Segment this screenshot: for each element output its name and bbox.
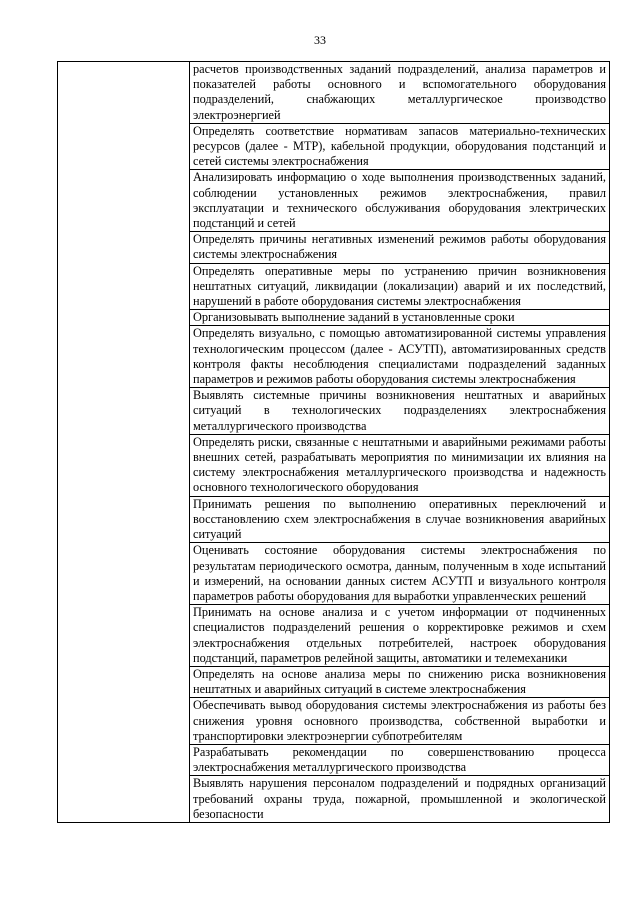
skill-text-cell: Определять соответствие нормативам запасов материально-технических ресурсов (далее - МТР), кабельной продукции, оборудования подстанций и сетей системы электроснабжения [190, 123, 610, 170]
page-number: 33 [314, 33, 326, 47]
skill-text-cell: расчетов производственных заданий подразделений, анализа параметров и показателей работы основного и вспомогательного оборудования подразделений, снабжающих металлургическое производство электроэнергией [190, 62, 610, 124]
skill-text-cell: Определять причины негативных изменений режимов работы оборудования системы электроснабжения [190, 232, 610, 263]
skill-text-cell: Анализировать информацию о ходе выполнения производственных заданий, соблюдении установленных режимов электроснабжения, правил эксплуатации и технического обслуживания оборудования электрических подстанций и сетей [190, 170, 610, 232]
skills-table [57, 61, 610, 823]
skill-text-cell: Организовывать выполнение заданий в установленные сроки [190, 310, 610, 326]
skills-table-body [58, 62, 610, 823]
skill-text-cell: Разрабатывать рекомендации по совершенствованию процесса электроснабжения металлургического производства [190, 744, 610, 775]
skill-text-cell: Определять оперативные меры по устранению причин возникновения нештатных ситуаций, ликвидации (локализации) аварий и их последствий, нарушений в работе оборудования системы электроснабжения [190, 263, 610, 310]
skill-text-cell: Принимать решения по выполнению оперативных переключений и восстановлению схем электроснабжения в случае возникновения аварийных ситуаций [190, 496, 610, 543]
skill-text-cell: Определять риски, связанные с нештатными и аварийными режимами работы внешних сетей, разрабатывать мероприятия по минимизации их влияния на систему электроснабжения металлургического производства и надежность основного технологического оборудования [190, 434, 610, 496]
skill-text-cell: Определять на основе анализа меры по снижению риска возникновения нештатных и аварийных ситуаций в системе электроснабжения [190, 666, 610, 697]
table-row [58, 62, 610, 124]
skill-text-cell: Оценивать состояние оборудования системы электроснабжения по результатам периодического осмотра, данным, полученным в ходе испытаний и измерений, на основании данных систем АСУТП и визуального контроля параметров работы оборудования для выработки управленческих решений [190, 543, 610, 605]
label-column-cell [58, 62, 190, 823]
skill-text-cell: Определять визуально, с помощью автоматизированной системы управления технологическим процессом (далее - АСУТП), автоматизированных средств контроля факты несоблюдения специалистами подразделений заданных параметров и режимов работы оборудования системы электроснабжения [190, 326, 610, 388]
skill-text-cell: Обеспечивать вывод оборудования системы электроснабжения из работы без снижения уровня основного производства, собственной выработки и транспортировки электроэнергии субпотребителям [190, 698, 610, 745]
skill-text-cell: Принимать на основе анализа и с учетом информации от подчиненных специалистов подразделений решения о корректировке режимов и схем электроснабжения отдельных потребителей, настроек оборудования подстанций, параметров релейной защиты, автоматики и телемеханики [190, 605, 610, 667]
skill-text-cell: Выявлять нарушения персоналом подразделений и подрядных организаций требований охраны труда, пожарной, промышленной и экологической безопасности [190, 776, 610, 823]
skill-text-cell: Выявлять системные причины возникновения нештатных и аварийных ситуаций в технологических подразделениях электроснабжения металлургического производства [190, 388, 610, 435]
